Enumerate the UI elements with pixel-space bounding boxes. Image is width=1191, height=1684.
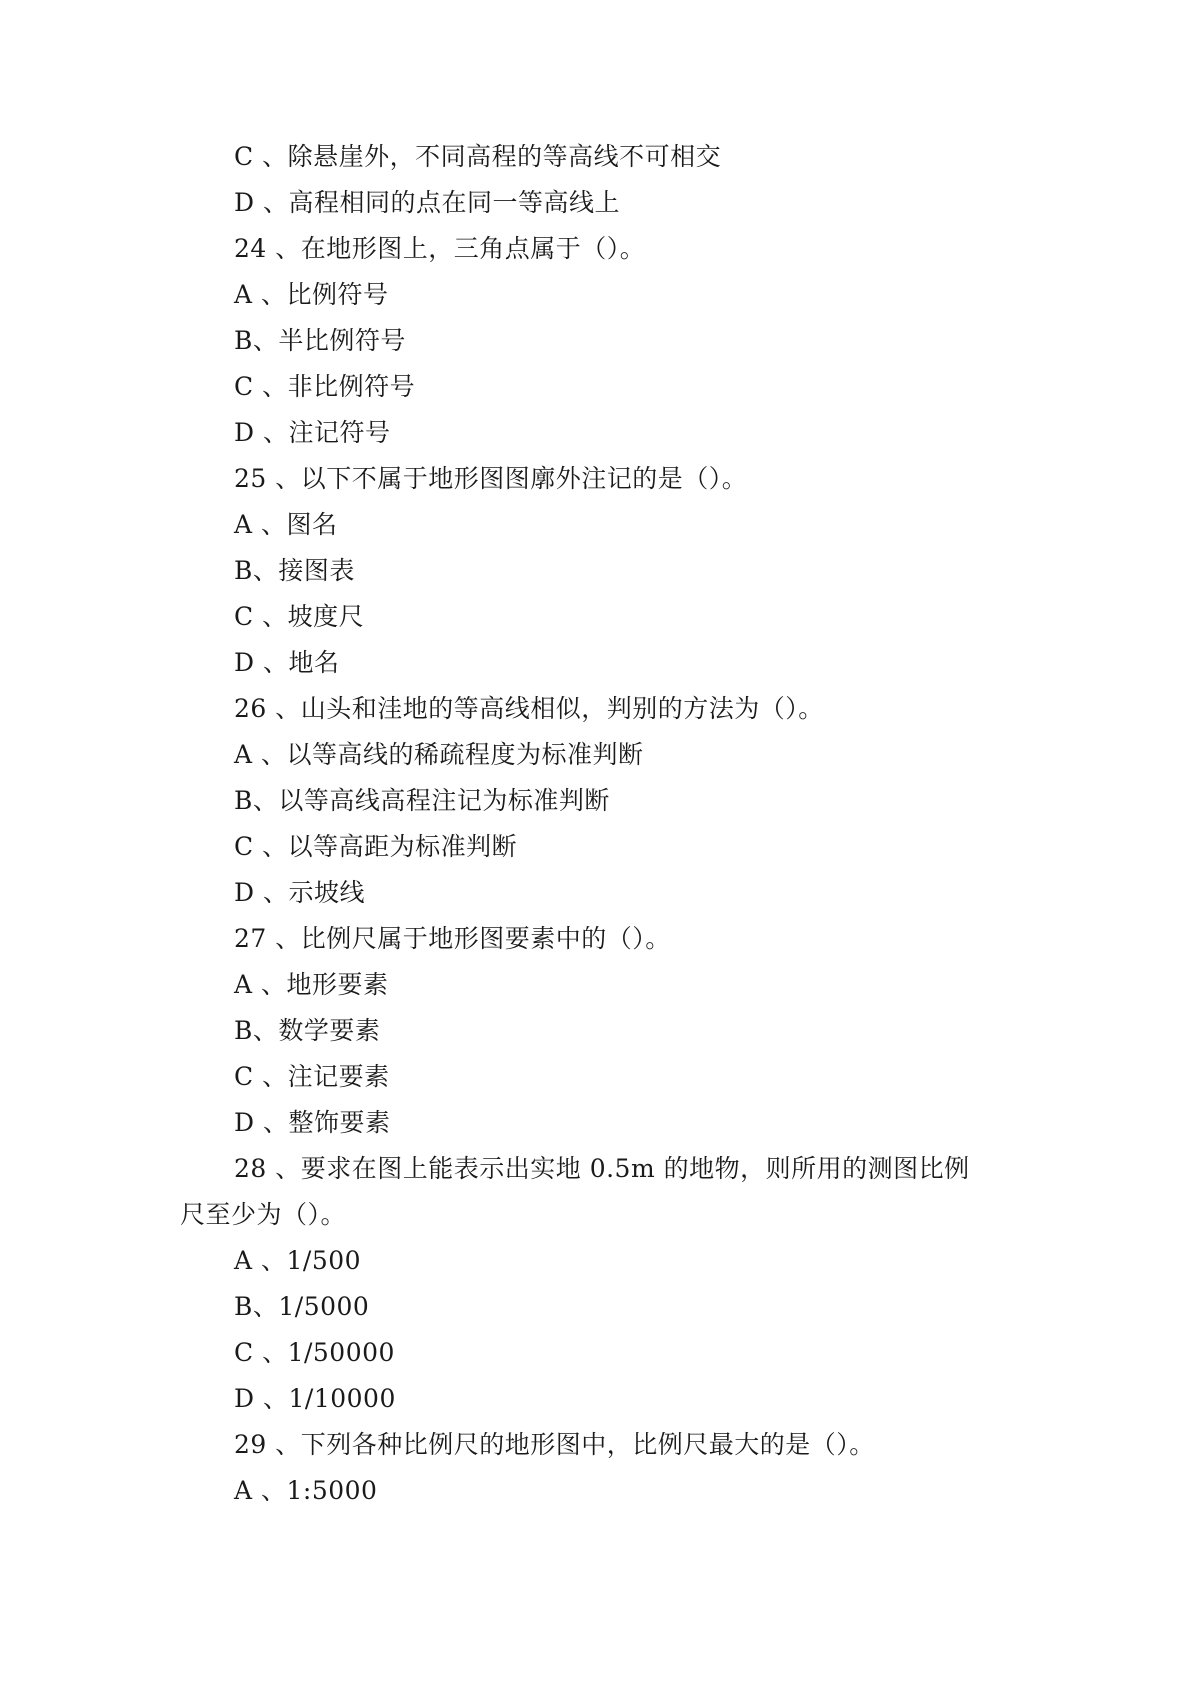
option-line: D 、地名 <box>234 648 340 677</box>
option-line: B、1/5000 <box>234 1292 370 1321</box>
option-line: C 、非比例符号 <box>234 372 416 401</box>
option-line: B、半比例符号 <box>234 326 406 355</box>
option-line: C 、除悬崖外，不同高程的等高线不可相交 <box>234 142 722 171</box>
option-line: A 、地形要素 <box>234 970 389 999</box>
option-line: B、接图表 <box>234 556 355 585</box>
option-line: D 、高程相同的点在同一等高线上 <box>234 188 620 217</box>
option-line: D 、示坡线 <box>234 878 365 907</box>
option-line: C 、注记要素 <box>234 1062 390 1091</box>
option-line: A 、1/500 <box>234 1246 362 1275</box>
question-line: 28 、要求在图上能表示出实地 0.5m 的地物，则所用的测图比例 <box>234 1154 970 1183</box>
option-line: D 、整饰要素 <box>234 1108 391 1137</box>
option-line: A 、1:5000 <box>234 1476 378 1505</box>
question-line: 27 、比例尺属于地形图要素中的（）。 <box>234 924 671 953</box>
question-line: 29 、下列各种比例尺的地形图中，比例尺最大的是（）。 <box>234 1430 875 1459</box>
question-line: 25 、以下不属于地形图图廓外注记的是（）。 <box>234 464 748 493</box>
option-line: C 、1/50000 <box>234 1338 395 1367</box>
option-line: C 、坡度尺 <box>234 602 365 631</box>
question-line-continued: 尺至少为（）。 <box>180 1200 347 1229</box>
question-line: 24 、在地形图上，三角点属于（）。 <box>234 234 646 263</box>
option-line: A 、图名 <box>234 510 338 539</box>
option-line: B、以等高线高程注记为标准判断 <box>234 786 610 815</box>
option-line: D 、1/10000 <box>234 1384 396 1413</box>
option-line: A 、比例符号 <box>234 280 389 309</box>
option-line: A 、以等高线的稀疏程度为标准判断 <box>234 740 644 769</box>
option-line: C 、以等高距为标准判断 <box>234 832 518 861</box>
question-line: 26 、山头和洼地的等高线相似，判别的方法为（）。 <box>234 694 824 723</box>
option-line: D 、注记符号 <box>234 418 391 447</box>
option-line: B、数学要素 <box>234 1016 381 1045</box>
